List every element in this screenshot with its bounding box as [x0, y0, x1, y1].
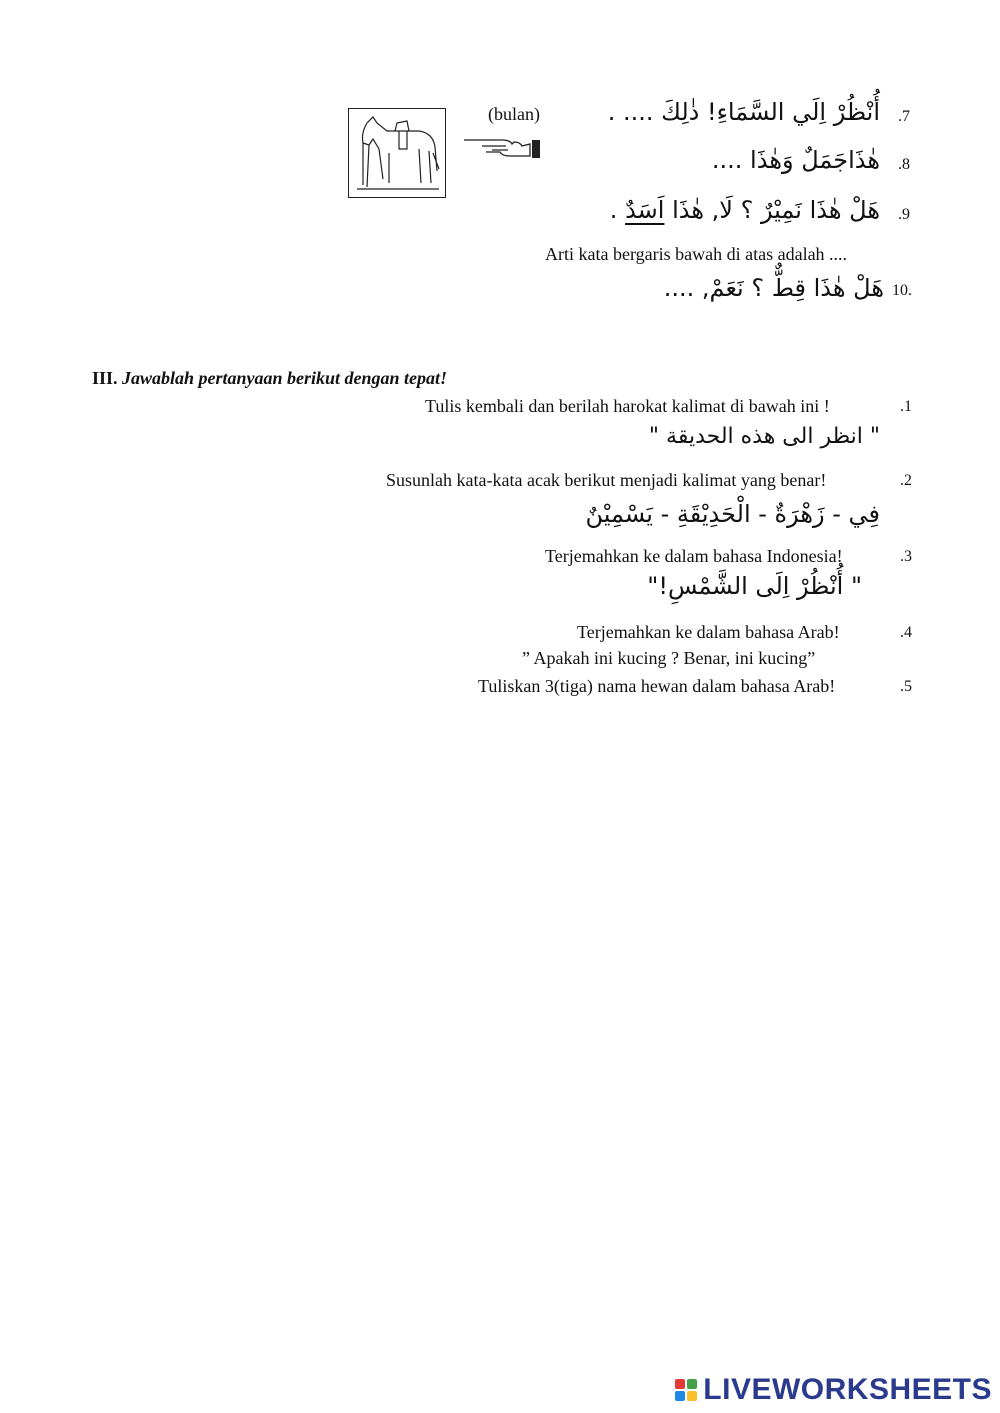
liveworksheets-logo: [675, 1373, 992, 1407]
s3-q5-text: Tuliskan 3(tiga) nama hewan dalam bahasa Arab!: [478, 676, 836, 696]
section3-heading: [92, 368, 447, 389]
q9-number: .9: [898, 206, 910, 223]
q9-arabic: [610, 196, 880, 224]
horse-icon: [349, 109, 445, 197]
s3-q4-text: Terjemahkan ke dalam bahasa Arab!: [577, 622, 840, 642]
horse-picture: [348, 108, 446, 198]
q7-arabic: أُنْظُرْ اِلَي السَّمَاءِ! ذٰلِكَ .... .: [607, 98, 880, 126]
s3-q2-arabic: فِي - زَهْرَةٌ - الْحَدِيْقَةِ - يَسْمِيْنٌ: [585, 500, 880, 528]
q9-arabic-question: هَلْ هٰذَا نَمِيْرٌ ؟ لَا, هٰذَا: [672, 196, 880, 224]
s3-q4-sub: ” Apakah ini kucing ? Benar, ini kucing”: [522, 648, 816, 668]
section3-roman: III.: [92, 368, 118, 388]
q9-underlined-word: اَسَدٌ: [625, 196, 665, 224]
logo-square-green: [687, 1379, 697, 1389]
q9-note: Arti kata bergaris bawah di atas adalah ....: [545, 244, 848, 264]
logo-square-yellow: [687, 1391, 697, 1401]
section3-title: Jawablah pertanyaan berikut dengan tepat!: [122, 368, 448, 388]
q7-number: .7: [898, 108, 910, 125]
s3-q2-number: .2: [900, 472, 912, 489]
logo-mark-icon: [675, 1379, 697, 1401]
q9-arabic-end: .: [609, 196, 626, 224]
s3-q3-number: .3: [900, 548, 912, 565]
q10-arabic: هَلْ هٰذَا قِطٌّ ؟ نَعَمْ, ....: [663, 274, 884, 302]
s3-q1-number: .1: [900, 398, 912, 415]
q10-number: 10.: [892, 282, 912, 299]
logo-square-red: [675, 1379, 685, 1389]
q8-number: .8: [898, 156, 910, 173]
s3-q3-arabic: " أُنْظُرْ اِلَى الشَّمْسِ!": [647, 572, 862, 600]
s3-q3-text: Terjemahkan ke dalam bahasa Indonesia!: [545, 546, 843, 566]
q7-hint: (bulan): [488, 104, 540, 124]
q8-arabic: هٰذَاجَمَلٌ وَهٰذَا ....: [711, 146, 880, 174]
s3-q5-number: .5: [900, 678, 912, 695]
pointing-hand-icon: [462, 134, 542, 160]
logo-square-blue: [675, 1391, 685, 1401]
s3-q4-number: .4: [900, 624, 912, 641]
logo-text: LIVEWORKSHEETS: [703, 1373, 992, 1406]
s3-q1-arabic: " انظر الى هذه الحديقة ": [648, 424, 880, 449]
s3-q1-text: Tulis kembali dan berilah harokat kalimat di bawah ini !: [425, 396, 830, 416]
s3-q2-text: Susunlah kata-kata acak berikut menjadi kalimat yang benar!: [386, 470, 827, 490]
